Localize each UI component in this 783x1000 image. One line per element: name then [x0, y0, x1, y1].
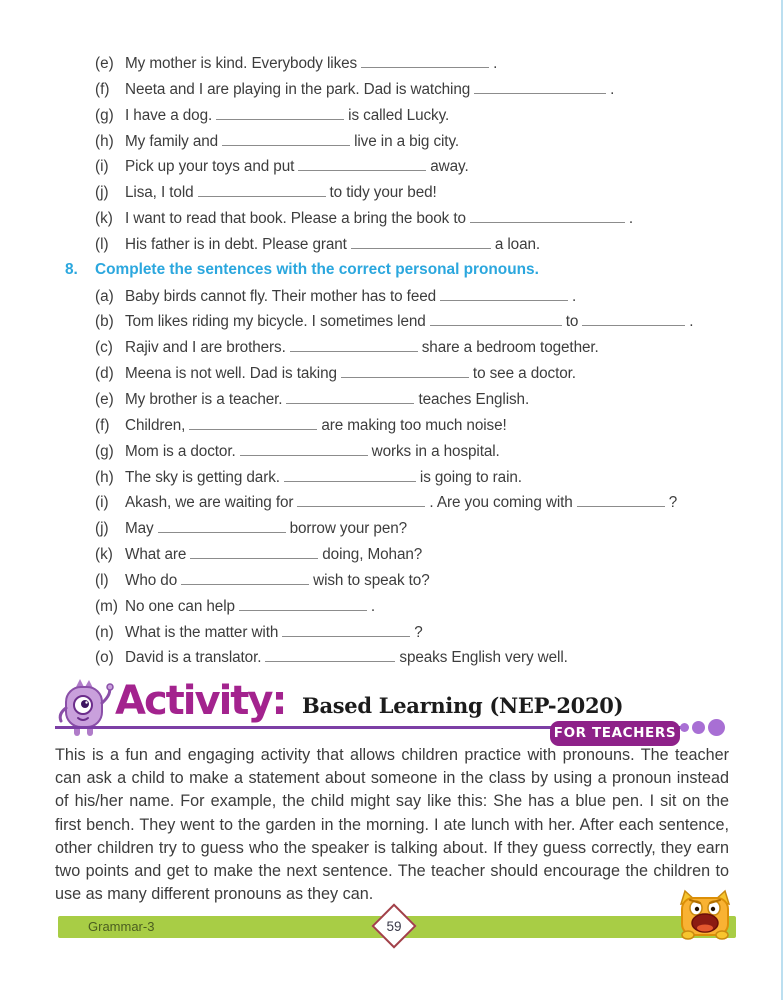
- sentence-text: Lisa, I told: [125, 184, 194, 202]
- fill-in-blank-line: [282, 623, 410, 637]
- sentence-text: doing, Mohan?: [322, 546, 423, 564]
- exercise-item: [95, 80, 745, 106]
- activity-title: Activity:: [115, 678, 286, 724]
- sentence-text: to tidy your bed!: [329, 184, 437, 202]
- fill-in-blank-line: [577, 493, 665, 507]
- exercise-item: [95, 54, 745, 80]
- sentence-text: No one can help: [125, 597, 235, 615]
- sentence-text: Baby birds cannot fly. Their mother has to feed: [125, 287, 437, 305]
- item-label: (k): [95, 546, 113, 564]
- exercise-item: [95, 545, 745, 571]
- fill-in-blank-line: [351, 235, 491, 249]
- sentence-text: Rajiv and I are brothers.: [125, 339, 286, 357]
- activity-header: [55, 676, 731, 750]
- exercise-item: [95, 571, 745, 597]
- item-label: (g): [95, 106, 114, 124]
- sentence-text: I want to read that book. Please a bring the book to: [125, 210, 466, 228]
- exercise-item: [95, 183, 745, 209]
- item-label: (l): [95, 571, 109, 589]
- exercise-item: [95, 132, 745, 158]
- fill-in-blank-line: [297, 493, 425, 507]
- item-label: (j): [95, 184, 109, 202]
- sentence-text: My family and: [125, 132, 219, 150]
- sentence-text: . Are you coming with: [429, 494, 573, 512]
- sentence-text: speaks English very well.: [399, 649, 568, 667]
- sentence-text: What is the matter with: [125, 623, 279, 641]
- item-label: (l): [95, 235, 109, 253]
- sentence-text: Who do: [125, 571, 178, 589]
- exercise-item: [95, 338, 745, 364]
- fill-in-blank-line: [298, 157, 426, 171]
- fill-in-blank-line: [265, 648, 395, 662]
- fill-in-blank-line: [189, 416, 317, 430]
- exercise-item: [95, 209, 745, 235]
- for-teachers-badge: FOR TEACHERS: [550, 721, 680, 746]
- sentence-text: .: [493, 55, 498, 72]
- exercise8-number: 8.: [65, 260, 78, 278]
- fill-in-blank-line: [198, 183, 326, 197]
- exercise-item: [95, 493, 745, 519]
- sentence-text: Pick up your toys and put: [125, 158, 295, 176]
- sentence-text: Tom likes riding my bicycle. I sometimes lend: [125, 313, 426, 331]
- exercise-item: [95, 416, 745, 442]
- sentence-text: is called Lucky.: [348, 106, 450, 124]
- sentence-text: are making too much noise!: [321, 416, 507, 434]
- item-label: (i): [95, 494, 109, 512]
- item-label: (b): [95, 313, 114, 331]
- sentence-text: wish to speak to?: [313, 571, 430, 589]
- fill-in-blank-line: [222, 132, 350, 146]
- sentence-text: a loan.: [494, 235, 541, 253]
- exercise8-list: [65, 287, 745, 675]
- sentence-text: His father is in debt. Please grant: [125, 235, 347, 253]
- sentence-text: Mom is a doctor.: [125, 442, 236, 460]
- sentence-text: .: [572, 287, 577, 305]
- fill-in-blank-line: [284, 468, 416, 482]
- sentence-text: live in a big city.: [354, 132, 460, 150]
- sentence-text: to see a doctor.: [472, 365, 576, 383]
- item-label: (e): [95, 390, 114, 408]
- exercise-item: [95, 312, 745, 338]
- decor-dot-large: [708, 719, 725, 736]
- fill-in-blank-line: [290, 338, 418, 352]
- exercise-item: [95, 235, 745, 261]
- exercise-item: [95, 106, 745, 132]
- yellow-monster-mascot-icon: [676, 889, 734, 941]
- exercise-item: [95, 468, 745, 494]
- fill-in-blank-line: [181, 571, 309, 585]
- fill-in-blank-line: [190, 545, 318, 559]
- item-label: (m): [95, 597, 118, 615]
- item-label: (j): [95, 520, 109, 538]
- item-label: (d): [95, 365, 114, 383]
- sentence-text: My brother is a teacher.: [125, 390, 283, 408]
- fill-in-blank-line: [240, 442, 368, 456]
- activity-subtitle: Based Learning (NEP-2020): [302, 693, 624, 718]
- sentence-text: teaches English.: [418, 390, 530, 408]
- sentence-text: Children,: [125, 416, 186, 434]
- fill-in-blank-line: [216, 106, 344, 120]
- fill-in-blank-line: [474, 80, 606, 94]
- sentence-text: share a bedroom together.: [421, 339, 599, 357]
- fill-in-blank-line: [239, 597, 367, 611]
- sentence-text: to: [565, 313, 579, 331]
- sentence-text: away.: [430, 158, 469, 176]
- fill-in-blank-line: [430, 312, 562, 326]
- exercise-item: [95, 287, 745, 313]
- exercise8-title: Complete the sentences with the correct personal pronouns.: [95, 260, 539, 278]
- fill-in-blank-line: [341, 364, 469, 378]
- exercise-item: [95, 364, 745, 390]
- exercise7-list: [65, 54, 745, 261]
- item-label: (g): [95, 442, 114, 460]
- exercise-item: [95, 597, 745, 623]
- sentence-text: Meena is not well. Dad is taking: [125, 365, 337, 383]
- sentence-text: May: [125, 520, 154, 538]
- sentence-text: Neeta and I are playing in the park. Dad is watching: [125, 80, 471, 98]
- page-number: 59: [386, 918, 402, 934]
- fill-in-blank-line: [582, 312, 685, 326]
- fill-in-blank-line: [361, 54, 489, 68]
- sentence-text: .: [628, 210, 634, 228]
- sentence-text: works in a hospital.: [371, 442, 500, 460]
- fill-in-blank-line: [158, 519, 286, 533]
- decor-dot-small: [680, 723, 689, 732]
- exercises-section: [65, 54, 745, 674]
- item-label: (f): [95, 80, 110, 98]
- item-label: (n): [95, 623, 114, 641]
- sentence-text: My mother is kind. Everybody likes: [125, 55, 358, 72]
- sentence-text: ?: [414, 623, 423, 641]
- sentence-text: borrow your pen?: [289, 520, 408, 538]
- item-label: (a): [95, 287, 114, 305]
- sentence-text: ?: [668, 494, 678, 512]
- sentence-text: .: [370, 597, 376, 615]
- item-label: (i): [95, 158, 109, 176]
- item-label: (h): [95, 468, 114, 486]
- exercise-item: [95, 442, 745, 468]
- sentence-text: is going to rain.: [419, 468, 522, 486]
- exercise8-heading: [65, 261, 745, 287]
- item-label: (c): [95, 339, 113, 357]
- exercise-item: [95, 390, 745, 416]
- purple-monster-mascot-icon: [55, 676, 115, 740]
- exercise-item: [95, 519, 745, 545]
- sentence-text: .: [610, 80, 615, 98]
- fill-in-blank-line: [440, 287, 568, 301]
- book-title-label: Grammar-3: [88, 919, 155, 934]
- sentence-text: What are: [125, 546, 187, 564]
- exercise-item: [95, 157, 745, 183]
- item-label: (o): [95, 649, 114, 667]
- sentence-text: Akash, we are waiting for: [125, 494, 294, 512]
- fill-in-blank-line: [470, 209, 625, 223]
- fill-in-blank-line: [286, 390, 414, 404]
- sentence-text: .: [689, 313, 694, 331]
- sentence-text: The sky is getting dark.: [125, 468, 280, 486]
- decor-dot-medium: [692, 721, 705, 734]
- item-label: (k): [95, 210, 113, 228]
- exercise-item: [95, 648, 745, 674]
- page-number-diamond: [371, 903, 416, 948]
- item-label: (h): [95, 132, 114, 150]
- item-label: (e): [95, 55, 114, 72]
- exercise-item: [95, 623, 745, 649]
- item-label: (f): [95, 416, 110, 434]
- sentence-text: David is a translator.: [125, 649, 262, 667]
- teacher-note-paragraph: This is a fun and engaging activity that allows children practice with pronouns. The teacher can ask a child to make a statement about someone in the class by using a pronoun instead of his/her name. For example, the child might say like this: She has a blue pen. I sit on the first bench. They went to the garden in the morning. I ate lunch with her. After each sentence, other children try to guess who the speaker is talking about. If they guess correctly, they earn two points and get to make the next sentence. The teacher should encourage the children to use as many different pronouns as they can.: [55, 746, 729, 904]
- sentence-text: I have a dog.: [125, 106, 213, 124]
